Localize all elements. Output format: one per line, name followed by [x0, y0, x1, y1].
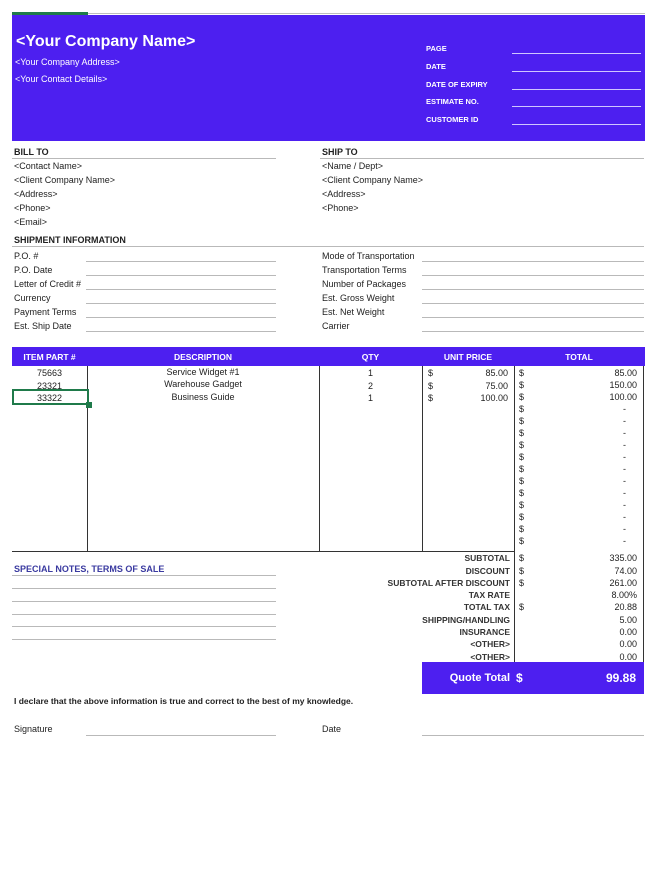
- cell-total[interactable]: 85.00: [614, 368, 637, 378]
- sheet-top-rule: [12, 13, 645, 14]
- shipping-value[interactable]: 5.00: [619, 615, 637, 625]
- cell-total-empty[interactable]: -: [623, 500, 626, 510]
- quote-total-box: [422, 662, 644, 694]
- po-date-label: P.O. Date: [14, 265, 53, 275]
- net-weight-field[interactable]: [422, 317, 644, 318]
- grid-line: [12, 551, 514, 552]
- shipment-rule: [12, 246, 644, 247]
- quote-total-dollar: $: [516, 671, 523, 685]
- carrier-label: Carrier: [322, 321, 350, 331]
- cell-total-empty[interactable]: -: [623, 416, 626, 426]
- discount-value[interactable]: 74.00: [614, 566, 637, 576]
- cell-total-empty[interactable]: -: [623, 488, 626, 498]
- subtotal-label: SUBTOTAL: [464, 553, 510, 563]
- bill-to-company[interactable]: <Client Company Name>: [14, 175, 116, 185]
- total-dollar: $: [519, 500, 525, 510]
- shipment-title: SHIPMENT INFORMATION: [14, 235, 126, 245]
- date-field[interactable]: [422, 735, 644, 736]
- total-dollar: $: [519, 464, 525, 474]
- col-header-total[interactable]: TOTAL: [565, 352, 593, 362]
- subtotal-after-discount-label: SUBTOTAL AFTER DISCOUNT: [387, 578, 510, 588]
- cell-total-empty[interactable]: -: [623, 476, 626, 486]
- tax-rate-value[interactable]: 8.00%: [611, 590, 637, 600]
- total-tax-dollar: $: [519, 602, 525, 612]
- meta-field-page[interactable]: [512, 53, 641, 54]
- meta-label-estimate: ESTIMATE NO.: [426, 97, 479, 106]
- cell-total-empty[interactable]: -: [623, 512, 626, 522]
- total-dollar: $: [519, 392, 525, 402]
- total-tax-value[interactable]: 20.88: [614, 602, 637, 612]
- ship-to-title: SHIP TO: [322, 147, 358, 157]
- discount-label: DISCOUNT: [465, 566, 510, 576]
- notes-line[interactable]: [12, 626, 276, 627]
- company-address[interactable]: <Your Company Address>: [15, 57, 120, 67]
- cell-unit-dollar: $: [428, 368, 434, 378]
- currency-label: Currency: [14, 293, 51, 303]
- col-header-part[interactable]: ITEM PART #: [23, 352, 76, 362]
- header-band: [12, 15, 645, 141]
- gross-weight-label: Est. Gross Weight: [322, 293, 395, 303]
- total-dollar: $: [519, 416, 525, 426]
- date-label: Date: [322, 724, 342, 734]
- ship-to-name[interactable]: <Name / Dept>: [322, 161, 384, 171]
- cell-total-empty[interactable]: -: [623, 524, 626, 534]
- meta-field-expiry[interactable]: [512, 89, 641, 90]
- other-label: <OTHER>: [470, 652, 510, 662]
- cell-unit-price[interactable]: 100.00: [480, 393, 508, 403]
- total-dollar: $: [519, 512, 525, 522]
- meta-field-customer[interactable]: [512, 124, 641, 125]
- tax-rate-label: TAX RATE: [468, 590, 510, 600]
- total-dollar: $: [519, 428, 525, 438]
- grid-line: [422, 366, 423, 552]
- gross-weight-field[interactable]: [422, 303, 644, 304]
- subtotal-value[interactable]: 335.00: [609, 553, 637, 563]
- total-dollar: $: [519, 380, 525, 390]
- subtotal-dollar: $: [519, 553, 525, 563]
- cell-total-empty[interactable]: -: [623, 404, 626, 414]
- payment-terms-field[interactable]: [86, 317, 276, 318]
- meta-label-date: DATE: [426, 62, 446, 71]
- cell-total[interactable]: 150.00: [609, 380, 637, 390]
- letter-of-credit-label: Letter of Credit #: [14, 279, 82, 289]
- declaration-text: I declare that the above information is true and correct to the best of my knowledge.: [14, 696, 354, 706]
- total-dollar: $: [519, 404, 525, 414]
- col-header-description[interactable]: DESCRIPTION: [173, 352, 233, 362]
- other-value[interactable]: 0.00: [619, 652, 637, 662]
- bill-to-rule: [12, 158, 276, 159]
- selected-cell-range[interactable]: [12, 389, 89, 405]
- other-value[interactable]: 0.00: [619, 639, 637, 649]
- cell-description[interactable]: Warehouse Gadget: [164, 379, 242, 389]
- bill-to-title: BILL TO: [14, 147, 49, 157]
- fill-handle[interactable]: [86, 402, 92, 408]
- cell-qty[interactable]: 1: [367, 393, 373, 403]
- transport-mode-label: Mode of Transportation: [322, 251, 415, 261]
- est-ship-date-label: Est. Ship Date: [14, 321, 72, 331]
- company-name[interactable]: <Your Company Name>: [16, 33, 196, 50]
- meta-label-expiry: DATE OF EXPIRY: [426, 80, 488, 89]
- total-tax-label: TOTAL TAX: [463, 602, 510, 612]
- cell-part[interactable]: 75663: [36, 368, 63, 378]
- cell-unit-price[interactable]: 85.00: [485, 368, 508, 378]
- payment-terms-label: Payment Terms: [14, 307, 77, 317]
- transport-terms-field[interactable]: [422, 275, 644, 276]
- letter-of-credit-field[interactable]: [86, 289, 276, 290]
- quote-total-label: Quote Total: [449, 672, 510, 684]
- bill-to-contact[interactable]: <Contact Name>: [14, 161, 83, 171]
- po-date-field[interactable]: [86, 275, 276, 276]
- bill-to-address[interactable]: <Address>: [14, 189, 58, 199]
- cell-qty[interactable]: 2: [367, 381, 373, 391]
- total-dollar: $: [519, 524, 525, 534]
- cell-total-empty[interactable]: -: [623, 428, 626, 438]
- cell-part[interactable]: 23321: [36, 381, 63, 391]
- col-header-unit-price[interactable]: UNIT PRICE: [443, 352, 493, 362]
- packages-label: Number of Packages: [322, 279, 407, 289]
- total-dollar: $: [519, 476, 525, 486]
- cell-description[interactable]: Business Guide: [171, 392, 235, 402]
- ship-to-phone[interactable]: <Phone>: [322, 203, 359, 213]
- cell-qty[interactable]: 1: [367, 368, 373, 378]
- cell-unit-price[interactable]: 75.00: [485, 381, 508, 391]
- notes-line[interactable]: [12, 601, 276, 602]
- quote-total-value[interactable]: 99.88: [605, 671, 636, 685]
- meta-field-date[interactable]: [512, 71, 641, 72]
- meta-label-page: PAGE: [426, 44, 447, 53]
- cell-total-empty[interactable]: -: [623, 440, 626, 450]
- cell-total-empty[interactable]: -: [623, 464, 626, 474]
- total-dollar: $: [519, 536, 525, 546]
- ship-to-address[interactable]: <Address>: [322, 189, 366, 199]
- notes-line[interactable]: [12, 588, 276, 589]
- grid-line: [643, 551, 644, 664]
- meta-field-estimate[interactable]: [512, 106, 641, 107]
- cell-unit-dollar: $: [428, 393, 434, 403]
- total-dollar: $: [519, 440, 525, 450]
- contact-details[interactable]: <Your Contact Details>: [15, 74, 108, 84]
- cell-description[interactable]: Service Widget #1: [166, 367, 240, 377]
- cell-part[interactable]: 33322: [36, 393, 63, 403]
- bill-to-phone[interactable]: <Phone>: [14, 203, 51, 213]
- discount-dollar: $: [519, 566, 525, 576]
- ship-to-company[interactable]: <Client Company Name>: [322, 175, 424, 185]
- subtotal-after-discount-value[interactable]: 261.00: [609, 578, 637, 588]
- special-notes-title: SPECIAL NOTES, TERMS OF SALE: [14, 564, 165, 574]
- notes-line[interactable]: [12, 614, 276, 615]
- packages-field[interactable]: [422, 289, 644, 290]
- po-number-label: P.O. #: [14, 251, 39, 261]
- signature-label: Signature: [14, 724, 53, 734]
- currency-field[interactable]: [86, 303, 276, 304]
- cell-total-empty[interactable]: -: [623, 536, 626, 546]
- total-dollar: $: [519, 368, 525, 378]
- notes-line[interactable]: [12, 575, 276, 576]
- cell-unit-dollar: $: [428, 381, 434, 391]
- total-dollar: $: [519, 488, 525, 498]
- col-header-qty[interactable]: QTY: [361, 352, 380, 362]
- bill-to-email[interactable]: <Email>: [14, 217, 48, 227]
- notes-line[interactable]: [12, 639, 276, 640]
- cell-total[interactable]: 100.00: [609, 392, 637, 402]
- cell-total-empty[interactable]: -: [623, 452, 626, 462]
- transport-terms-label: Transportation Terms: [322, 265, 407, 275]
- other-label: <OTHER>: [470, 639, 510, 649]
- insurance-label: INSURANCE: [459, 627, 510, 637]
- total-dollar: $: [519, 452, 525, 462]
- meta-label-customer: CUSTOMER ID: [426, 115, 479, 124]
- carrier-field[interactable]: [422, 331, 644, 332]
- insurance-value[interactable]: 0.00: [619, 627, 637, 637]
- po-number-field[interactable]: [86, 261, 276, 262]
- ship-to-rule: [320, 158, 644, 159]
- est-ship-date-field[interactable]: [86, 331, 276, 332]
- grid-line: [514, 366, 515, 664]
- signature-field[interactable]: [86, 735, 276, 736]
- subtotal-after-discount-dollar: $: [519, 578, 525, 588]
- shipping-label: SHIPPING/HANDLING: [422, 615, 510, 625]
- net-weight-label: Est. Net Weight: [322, 307, 385, 317]
- transport-mode-field[interactable]: [422, 261, 644, 262]
